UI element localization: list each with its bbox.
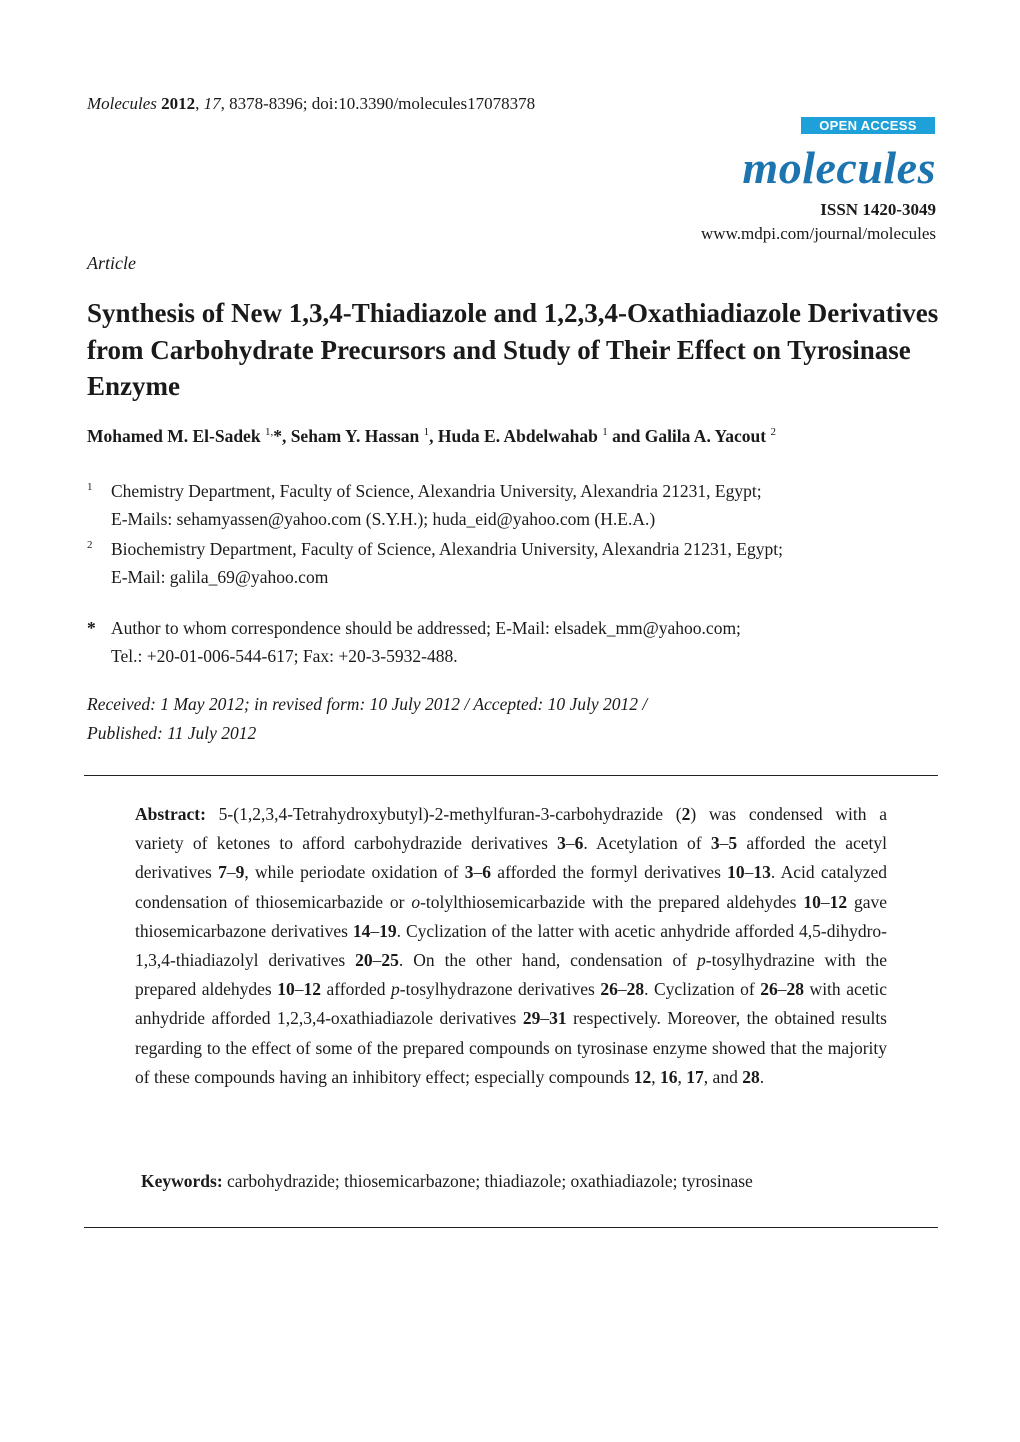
compound-number: 26 [600,979,618,1000]
compound-number: 3 [464,862,474,883]
abstract-text: with acetic anhydride afforded 1,2,3,4-oxathiadiazole derivatives [135,979,887,1029]
italic-prefix: o [411,891,421,912]
abstract-label: Abstract: [135,804,206,824]
abstract-text: – [294,979,304,1000]
abstract-text: – [777,979,787,1000]
compound-number: 19 [379,920,397,941]
article-type: Article [87,253,136,273]
journal-logo: molecules [742,142,936,193]
abstract-text: -tolylthiosemicarbazide with the prepared aldehydes [420,891,804,912]
author-affiliation-mark: 2 [770,426,776,439]
abstract-body [135,804,887,1087]
open-access-badge: OPEN ACCESS [801,117,935,134]
bottom-divider [84,1227,938,1228]
top-divider [84,775,938,776]
compound-number: 2 [681,804,691,824]
compound-number: 28 [786,979,805,1000]
correspondence-line[interactable]: Author to whom correspondence should be addressed; E-Mail: elsadek_mm@yahoo.com; [111,618,741,638]
author-name: Seham Y. Hassan [290,426,424,446]
journal-name: Molecules [87,94,157,113]
abstract-text: . Cyclization of the latter with acetic anhydride afforded 4,5-dihydro-1,3,4-thiadiazolyl derivatives [135,920,887,971]
abstract-text: – [226,862,236,883]
abstract-text: , and [703,1066,743,1087]
compound-number: 3 [557,833,566,854]
compound-number: 13 [753,862,771,883]
pages-doi: , 8378-8396; doi:10.3390/molecules17078378 [220,94,536,113]
issn: ISSN 1420-3049 [820,200,936,219]
author-affiliation-mark: 1 [423,426,430,439]
affiliation-emails[interactable]: E-Mail: galila_69@yahoo.com [111,567,329,587]
correspondence-note [87,614,967,670]
abstract-text: . Acetylation of [583,833,711,854]
abstract-text: 5-(1,2,3,4-Tetrahydroxybutyl)-2-methylfuran-3-carbohydrazide ( [218,804,682,824]
author-separator: , [429,426,438,446]
abstract-text: afforded the acetyl derivatives [135,833,887,883]
abstract-text: – [372,950,382,971]
publication-dates [87,690,647,748]
journal-url[interactable]: www.mdpi.com/journal/molecules [701,224,936,243]
correspondence-contact: Tel.: +20-01-006-544-617; Fax: +20-3-5932-488. [111,646,458,666]
compound-number: 16 [660,1066,678,1087]
affiliation-1 [87,477,967,533]
abstract-text: -tosylhydrazine with the prepared aldehydes [135,950,888,1000]
abstract-text: afforded [320,979,391,1000]
author-affiliation-mark: 1, [264,426,274,439]
keywords-label: Keywords: [141,1171,223,1191]
compound-number: 26 [760,979,778,1000]
compound-number: 28 [626,979,645,1000]
abstract-text: – [540,1008,550,1029]
compound-number: 31 [549,1008,567,1029]
compound-number: 20 [355,950,373,971]
compound-number: 9 [235,862,245,883]
italic-prefix: p [697,950,706,971]
abstract-text: -tosylhydrazone derivatives [399,979,601,1000]
compound-number: 6 [574,833,584,854]
author-list [87,426,776,447]
abstract-text: respectively. Moreover, the obtained results regarding to the effect of some of the prepared compounds on tyrosinase enzyme showed that the majority of these compounds having an inhibitory effect; especially compounds [135,1008,887,1087]
abstract-text: – [370,920,380,941]
dates-published: Published: 11 July 2012 [87,723,257,743]
abstract-text: , [651,1066,661,1087]
author-affiliation-mark: 1 [602,426,608,439]
abstract-text: , while periodate oxidation of [244,862,465,883]
affiliation-2 [87,535,967,591]
abstract-text: , [677,1066,687,1087]
abstract-text: . Acid catalyzed condensation of thiosemicarbazide or [135,862,887,912]
correspondence-star: * [87,618,96,638]
compound-number: 25 [381,950,399,971]
compound-number: 12 [633,1066,652,1087]
dates-received-accepted: Received: 1 May 2012; in revised form: 10 July 2012 / Accepted: 10 July 2012 / [87,694,648,714]
compound-number: 10 [727,862,745,883]
keywords [141,1171,753,1192]
abstract-text: – [719,833,729,854]
italic-prefix: p [391,979,400,1000]
abstract-text: – [744,862,754,883]
compound-number: 12 [303,979,321,1000]
author-name: Mohamed M. El-Sadek [87,426,265,446]
abstract-text: – [617,979,627,1000]
abstract-text: afforded the formyl derivatives [491,862,728,883]
author-name: Galila A. Yacout [644,426,771,446]
compound-number: 28 [742,1066,760,1087]
abstract-text: – [565,833,575,854]
abstract-text: – [473,862,483,883]
volume: 17 [203,94,221,113]
abstract [135,800,887,1092]
compound-number: 14 [352,920,371,941]
compound-number: 29 [522,1008,541,1029]
compound-number: 5 [728,833,738,854]
compound-number: 12 [829,891,848,912]
author-name: Huda E. Abdelwahab [437,426,603,446]
affiliation-emails[interactable]: E-Mails: sehamyassen@yahoo.com (S.Y.H.); huda_eid@yahoo.com (H.E.A.) [111,509,656,529]
author-separator: *, [273,426,291,446]
affiliation-line: Biochemistry Department, Faculty of Science, Alexandria University, Alexandria 21231, Egypt; [111,539,783,559]
compound-number: 3 [710,833,720,854]
paper-title: Synthesis of New 1,3,4-Thiadiazole and 1,2,3,4-Oxathiadiazole Derivatives from Carbohydrate Precursors and Study of Their Effect on Tyrosinase Enzyme [87,298,939,401]
keywords-list: carbohydrazide; thiosemicarbazone; thiadiazole; oxathiadiazole; tyrosinase [222,1171,753,1191]
citation-line: Molecules 2012, 17, 8378-8396; doi:10.3390/molecules17078378 [87,94,536,113]
abstract-text: gave thiosemicarbazone derivatives [135,891,888,941]
abstract-text: . Cyclization of [644,979,761,1000]
compound-number: 10 [803,891,821,912]
compound-number: 17 [686,1066,704,1087]
compound-number: 10 [277,979,295,1000]
abstract-text: . [759,1066,765,1087]
abstract-text: . On the other hand, condensation of [398,950,697,971]
abstract-text: – [820,891,830,912]
abstract-text: ) was condensed with a variety of ketones to afford carbohydrazide derivatives [135,804,887,854]
affiliation-number: 2 [87,539,93,551]
author-separator: and [607,426,645,446]
compound-number: 6 [482,862,492,883]
compound-number: 7 [218,862,227,883]
year: 2012 [161,94,196,113]
affiliation-number: 1 [87,481,93,493]
affiliation-line: Chemistry Department, Faculty of Science, Alexandria University, Alexandria 21231, Egypt; [111,481,762,501]
